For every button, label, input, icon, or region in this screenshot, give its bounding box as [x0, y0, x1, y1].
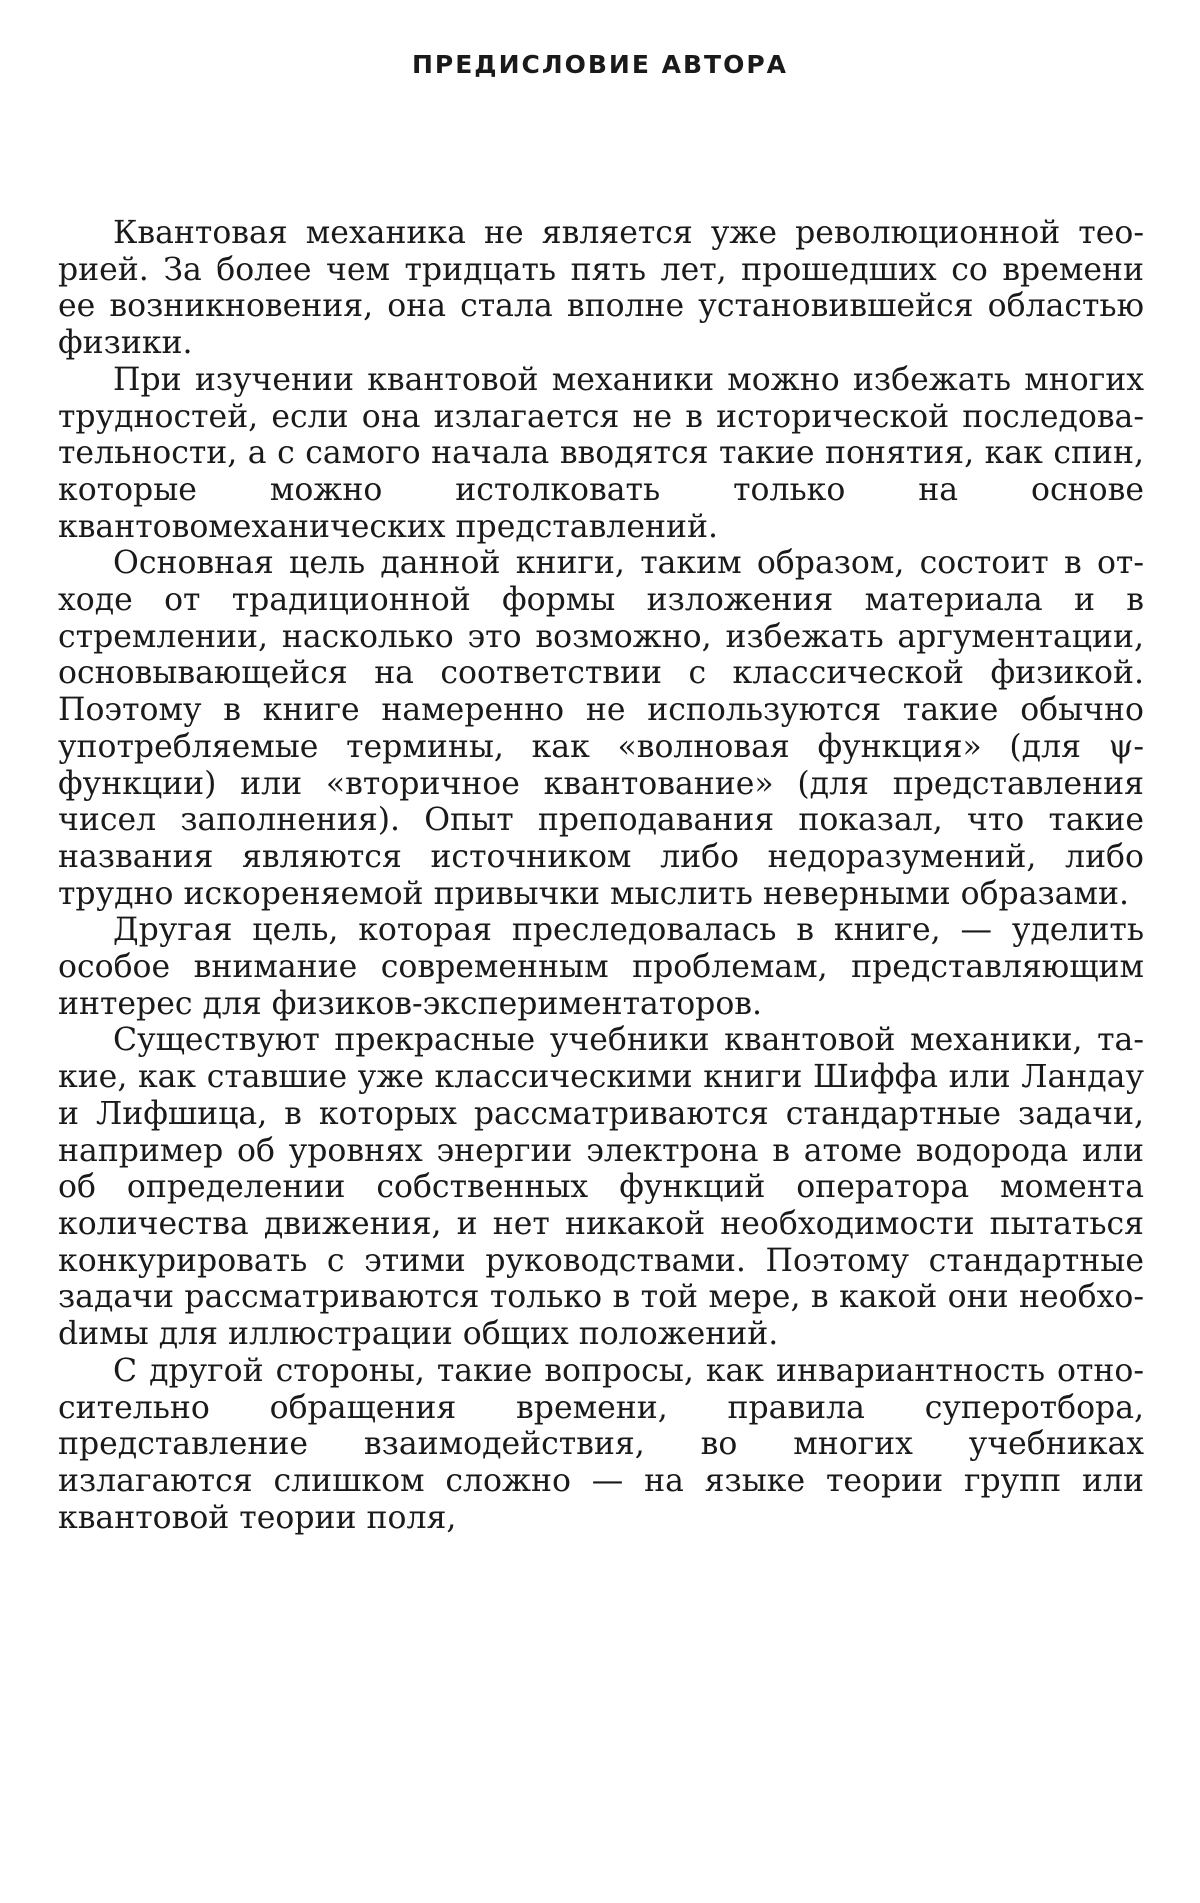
- body-text: [58, 215, 1144, 1536]
- paragraph: Существуют прекрасные учебники квантовой механики, такие, как ставшие уже классическими книги Шиффа или Ландау и Лифшица, в которых рассматриваются стандартные задачи, например об уровнях энергии электрона в атоме водорода или об определении собственных функций оператора момента количества движения, и нет никакой необходимости пытаться конкурировать с этими руководствами. Поэтому стандартные задачи рассматриваются только в той мере, в какой они необхоdимы для иллюстрации общих положений.: [58, 1022, 1144, 1353]
- page-title: ПРЕДИСЛОВИЕ АВТОРА: [411, 50, 788, 79]
- paragraph: Другая цель, которая преследовалась в книге, — уделить особое внимание современным проблемам, представляющим интерес для физиков-экспериментаторов.: [58, 912, 1144, 1022]
- paragraph: Квантовая механика не является уже революционной теорией. За более чем тридцать пять лет, прошедших со времени ее возникновения, она стала вполне установившейся областью физики.: [58, 215, 1144, 362]
- paragraph: С другой стороны, такие вопросы, как инвариантность относительно обращения времени, правила суперотбора, представление взаимодействия, во многих учебниках излагаются слишком сложно — на языке теории групп или квантовой теории поля,: [58, 1352, 1144, 1536]
- paragraph: Основная цель данной книги, таким образом, состоит в отходе от традиционной формы изложения материала и в стремлении, насколько это возможно, избежать аргументации, основывающейся на соответствии с классической физикой. Поэтому в книге намеренно не используются такие обычно употребляемые термины, как «волновая функция» (для ψ-функции) или «вторичное квантование» (для представления чисел заполнения). Опыт преподавания показал, что такие названия являются источником либо недоразумений, либо трудно искореняемой привычки мыслить неверными образами.: [58, 545, 1144, 912]
- paragraph: При изучении квантовой механики можно избежать многих трудностей, если она излагается не в исторической последовательности, а с самого начала вводятся такие понятия, как спин, которые можно истолковать только на основе квантовомеханических представлений.: [58, 361, 1144, 545]
